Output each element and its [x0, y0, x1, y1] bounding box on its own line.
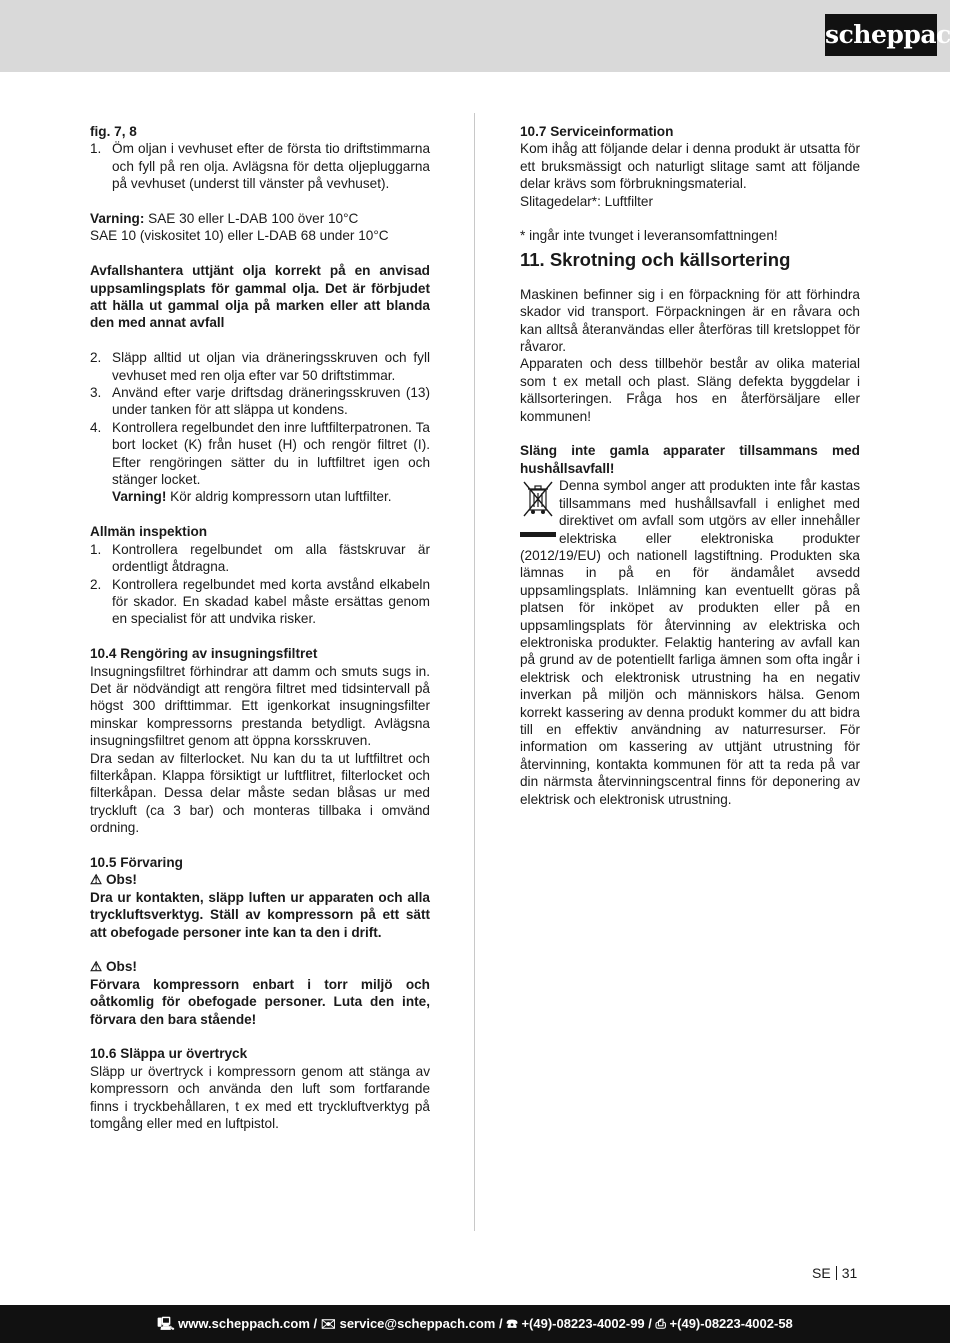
fax-number: +(49)-08223-4002-58 [669, 1316, 793, 1331]
weee-text: Denna symbol anger att produkten inte får kastas tillsammans med hushållsavfall i enlighet med direktivet om avfall som utgörs av eller innehåller elektriska eller elektroniska produkter (2012/19/EU) och nationell lagstiftning. Produkten ska lämnas in på en för ändamålet avsedd uppsamlingsplats. Inlämning kan eventuellt göras på platsen för inköpet av produkten eller på en uppsamlingsplats för återvinning av elektriska och elektroniska produkter. Felaktig hantering av avfall kan på grund av de potentiellt farliga ämnen som ofta ingår i elektrisk och elektronisk utrustning ha en negativ inverkan på miljön och människors hälsa. Genom korrekt kassering av denna produkt kommer du att bidra till en effektiv användning av naturresurser. För information om kassering av uttjänt utrustning för återvinning, kontakta kommunen för att ta reda på var din närmsta återvinningscentral finns för deponering av elektrisk och elektronisk utrustning. [520, 478, 860, 807]
weee-block [520, 477, 860, 808]
caution-label: ⚠ Obs! [90, 959, 137, 975]
mail-icon: ✉ [320, 1316, 336, 1331]
warning-triangle-icon: ⚠ [90, 959, 103, 975]
section-heading: Släng inte gamla apparater tillsammans med hushållsavfall! [520, 443, 860, 476]
section-heading: 10.6 Släppa ur övertryck [90, 1046, 248, 1062]
oil-warning: Varning: SAE 30 eller L-DAB 100 över 10°C [90, 211, 359, 227]
left-column [90, 123, 430, 1132]
list-item: 1. Kontrollera regelbundet om alla fästskruvar är ordentligt åtdragna. [90, 541, 430, 575]
website-link[interactable]: www.scheppach.com [178, 1316, 310, 1331]
computer-icon: 🖳 [157, 1316, 175, 1331]
crossed-out-bin-icon [520, 478, 556, 538]
oil-warning-line2: SAE 10 (viskositet 10) eller L-DAB 68 under 10°C [90, 228, 389, 244]
section-heading: Allmän inspektion [90, 524, 208, 540]
oil-disposal-notice: Avfallshantera uttjänt olja korrekt på en anvisad uppsamlingsplats för gammal olja. Det är förbjudet att hälla ut gammal olja på marken eller att blanda den med annat avfall [90, 263, 430, 331]
caution-text: Dra ur kontakten, släpp luften ur apparaten och alla tryckluftsverktyg. Ställ av kompressorn på ett sätt att obefogade personer inte kan ta den i drift. [90, 889, 430, 940]
paragraph: Släpp ur övertryck i kompressorn genom att stänga av kompressorn och använda den luft som fortfarande finns i tryckbehållaren, t ex med ett tryckluftverktyg på tomgång eller med en luftpistol. [90, 1063, 430, 1132]
fig-reference: fig. 7, 8 [90, 124, 137, 139]
footnote: * ingår inte tvunget i leveransomfattningen! [520, 228, 778, 244]
section-heading: 10.7 Serviceinformation [520, 124, 674, 139]
paragraph: Apparaten och dess tillbehör består av olika material som t ex metall och plast. Släng defekta byggdelar i källsorteringen. Fråga hos en återförsäljare eller kommunen! [520, 356, 860, 424]
page-header [0, 0, 968, 72]
email-link[interactable]: service@scheppach.com [339, 1316, 496, 1331]
list-item: 2. Kontrollera regelbundet med korta avstånd elkabeln för skador. En skadad kabel måste ersättas genom en specialist för att undvika risker. [90, 576, 430, 627]
fax-icon: ⎙ [655, 1316, 666, 1331]
caution-text: Förvara kompressorn enbart i torr miljö och oåtkomlig för obefogade personer. Luta den inte, förvara den bara stående! [90, 976, 430, 1027]
paragraph: Dra sedan av filterlocket. Nu kan du ta ut luftfiltret och filterkåpan. Klappa försiktigt ur luftflitret, filterlocket och filterkåpan. Dessa delar måste sedan blåsas ur med tryckluft (ca 3 bar) och monteras tillbaka i omvänd ordning. [90, 750, 430, 836]
warning-triangle-icon: ⚠ [90, 872, 103, 888]
phone-number: +(49)-08223-4002-99 [521, 1316, 645, 1331]
chapter-heading: 11. Skrotning och källsortering [520, 248, 791, 270]
column-divider [474, 113, 475, 1231]
paragraph: Kom ihåg att följande delar i denna produkt är utsatta för ett bruksmässigt och naturligt slitage samt att följande delar krävs som förbrukningsmaterial. [520, 141, 860, 192]
list-item: 4. Kontrollera regelbundet den inre luftfilterpatronen. Ta bort locket (K) från huset (H) och rengör filtret (I). Efter rengöringen sätter du in luftfiltret igen och stänger locket. Varning! Kör aldrig kompressorn utan luftfilter. [90, 419, 430, 505]
paragraph: Maskinen befinner sig i en förpackning för att förhindra skador vid transport. Förpackningen är en råvara och kan alltså återanvändas eller återföras till kretsloppet för råvaror. [520, 286, 860, 355]
list-item: 3. Använd efter varje driftsdag dräneringsskruven (13) under tanken för att släppa ut kondens. [90, 385, 430, 418]
caution-label: ⚠ Obs! [90, 872, 137, 888]
section-heading: 10.4 Rengöring av insugningsfiltret [90, 646, 318, 662]
scheppach-logo: scheppach [825, 14, 937, 56]
section-heading: 10.5 Förvaring [90, 854, 183, 870]
list-item: 1. Öm oljan i vevhuset efter de första tio driftstimmarna och fyll på ren olja. Avlägsna för detta oljepluggarna på vevhuset (underst till vänster på vevhuset). [90, 141, 430, 192]
wear-parts: Slitagedelar*: Luftfilter [520, 193, 653, 209]
page-number: SE 31 [812, 1265, 858, 1281]
paragraph: Insugningsfiltret förhindrar att damm och smuts sugs in. Det är nödvändigt att rengöra filtret med tidsintervall på högst 300 drifttimmar. Ett igenkorkat insugningsfilter minskar kompressorns prestanda betydligt. Avlägsna insugningsfiltret genom att öppna korsskruven. [90, 663, 430, 749]
page-footer: 🖳 www.scheppach.com / ✉ service@scheppach.com / ☎ +(49)-08223-4002-99 / ⎙ +(49)-08223-4002-58 [0, 1305, 950, 1343]
phone-icon: ☎ [506, 1316, 518, 1331]
list-item: 2. Släpp alltid ut oljan via dräneringsskruven och fyll vevhuset med ren olja efter var 50 driftstimmar. [90, 350, 430, 383]
right-column [520, 123, 860, 808]
